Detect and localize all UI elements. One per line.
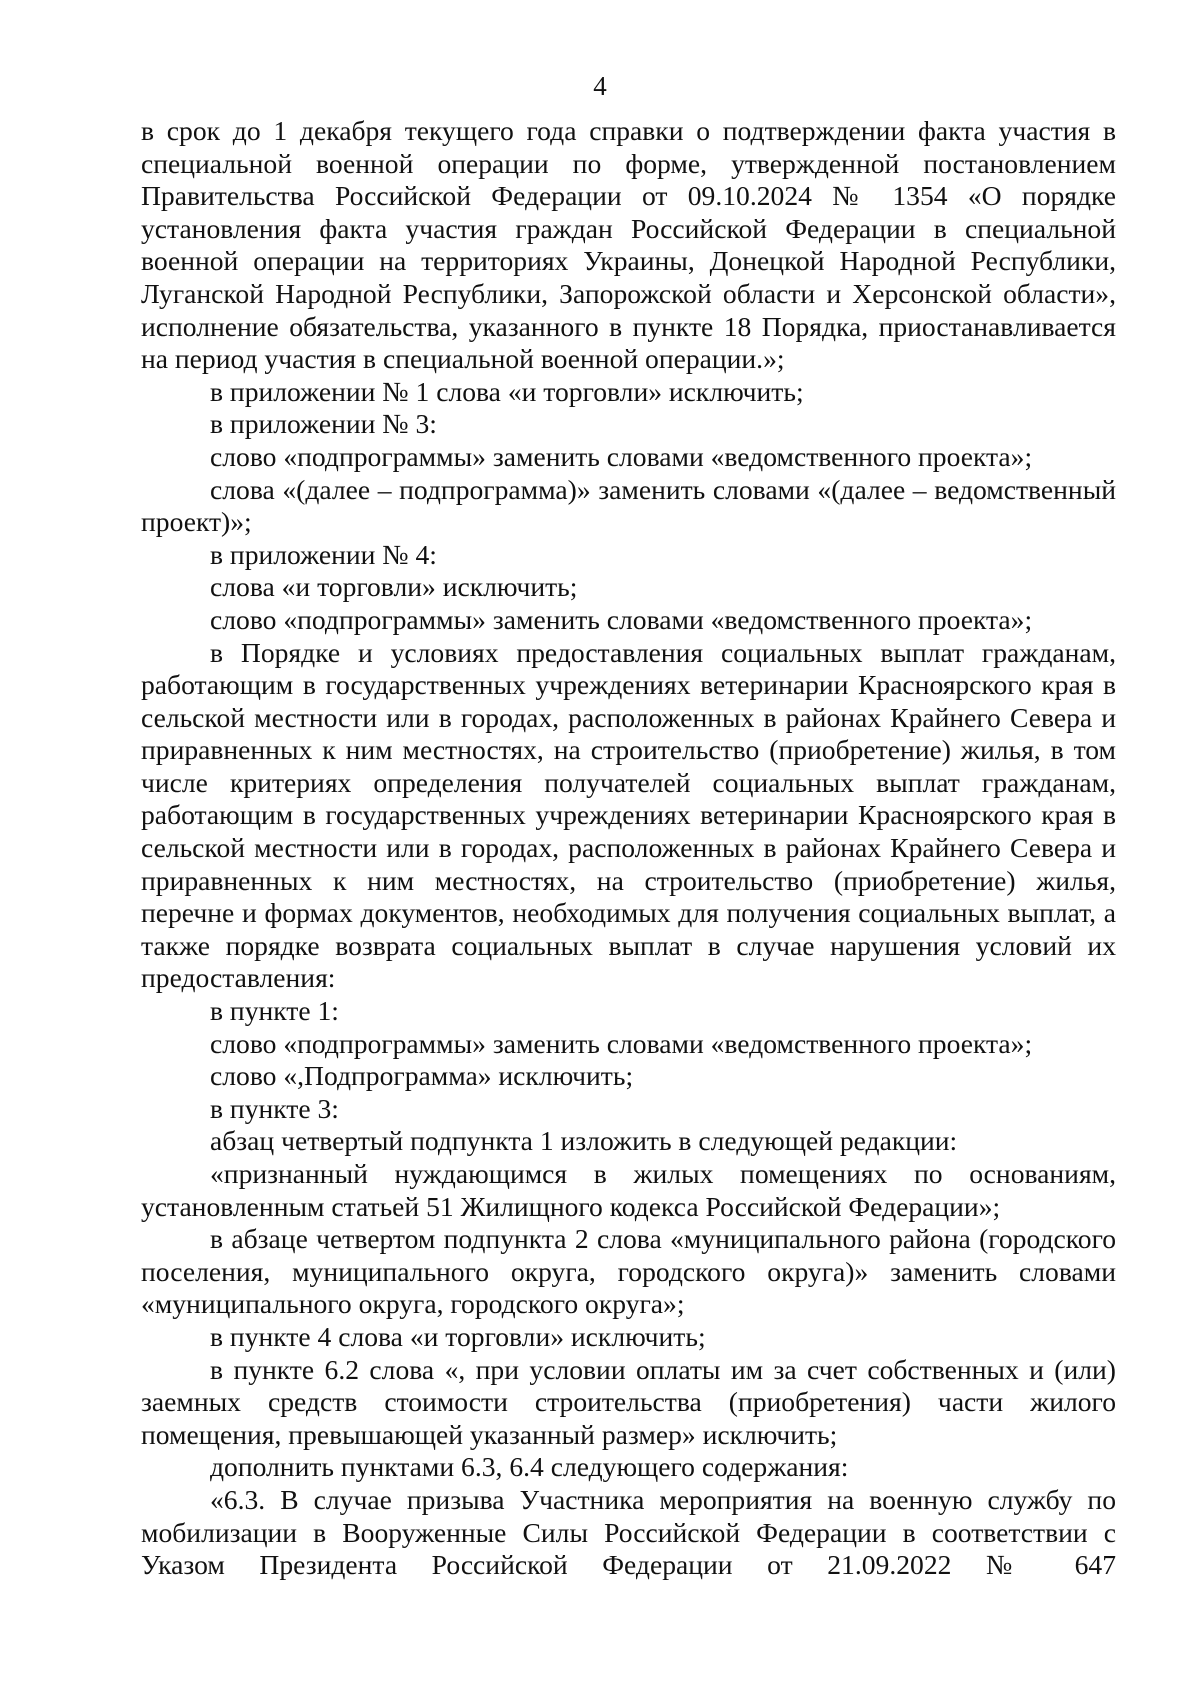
paragraph: в Порядке и условиях предоставления социальных выплат гражданам, работающим в государственных учреждениях ветеринарии Красноярского края в сельской местности или в городах, расположенных в районах Крайнего Севера и приравненных к ним местностях, на строительство (приобретение) жилья, в том числе критериях определения получателей социальных выплат гражданам, работающим в государственных учреждениях ветеринарии Красноярского края в сельской местности или в городах, расположенных в районах Крайнего Севера и приравненных к ним местностях, на строительство (приобретение) жилья, перечне и формах документов, необходимых для получения социальных выплат, а также порядке возврата социальных выплат в случае нарушения условий их предоставления: <box>141 636 1116 994</box>
paragraph: дополнить пунктами 6.3, 6.4 следующего содержания: <box>210 1451 849 1483</box>
paragraph: в приложении № 3: <box>210 408 437 440</box>
paragraph: в приложении № 1 слова «и торговли» исключить; <box>210 375 804 407</box>
paragraph: в абзаце четвертом подпункта 2 слова «муниципального района (городского поселения, муниципального округа, городского округа)» заменить словами «муниципального округа, городского округа»; <box>141 1223 1116 1320</box>
paragraph: в пункте 1: <box>210 995 339 1027</box>
paragraph: в приложении № 4: <box>210 538 437 570</box>
paragraph: слова «(далее – подпрограмма)» заменить словами «(далее – ведомственный проект)»; <box>141 473 1116 538</box>
paragraph-continues-next-page: «6.3. В случае призыва Участника мероприятия на военную службу по мобилизации в Вооруженные Силы Российской Федерации в соответствии с Указом Президента Российской Федерации от 21.09.2022 № 647 <box>141 1483 1116 1581</box>
paragraph: «признанный нуждающимся в жилых помещениях по основаниям, установленным статьей 51 Жилищного кодекса Российской Федерации»; <box>141 1158 1116 1222</box>
paragraph: слово «подпрограммы» заменить словами «ведомственного проекта»; <box>210 1027 1033 1059</box>
paragraph: абзац четвертый подпункта 1 изложить в следующей редакции: <box>210 1125 958 1157</box>
paragraph-continuation: в срок до 1 декабря текущего года справки о подтверждении факта участия в специальной военной операции по форме, утвержденной постановлением Правительства Российской Федерации от 09.10.2024 № 1354 «О порядке установления факта участия граждан Российской Федерации в специальной военной операции на территориях Украины, Донецкой Народной Республики, Луганской Народной Республики, Запорожской области и Херсонской области», исполнение обязательства, указанного в пункте 18 Порядка, приостанавливается на период участия в специальной военной операции.»; <box>141 115 1116 375</box>
paragraph: в пункте 4 слова «и торговли» исключить; <box>210 1320 706 1352</box>
page-number: 4 <box>593 71 607 101</box>
paragraph: слова «и торговли» исключить; <box>210 571 578 603</box>
paragraph: слово «,Подпрограмма» исключить; <box>210 1060 634 1092</box>
paragraph: в пункте 3: <box>210 1092 339 1124</box>
paragraph: слово «подпрограммы» заменить словами «ведомственного проекта»; <box>210 603 1033 635</box>
paragraph: в пункте 6.2 слова «, при условии оплаты им за счет собственных и (или) заемных средств стоимости строительства (приобретения) части жилого помещения, превышающей указанный размер» исключить; <box>141 1353 1116 1450</box>
paragraph: слово «подпрограммы» заменить словами «ведомственного проекта»; <box>210 440 1033 472</box>
document-body <box>141 115 1116 1582</box>
